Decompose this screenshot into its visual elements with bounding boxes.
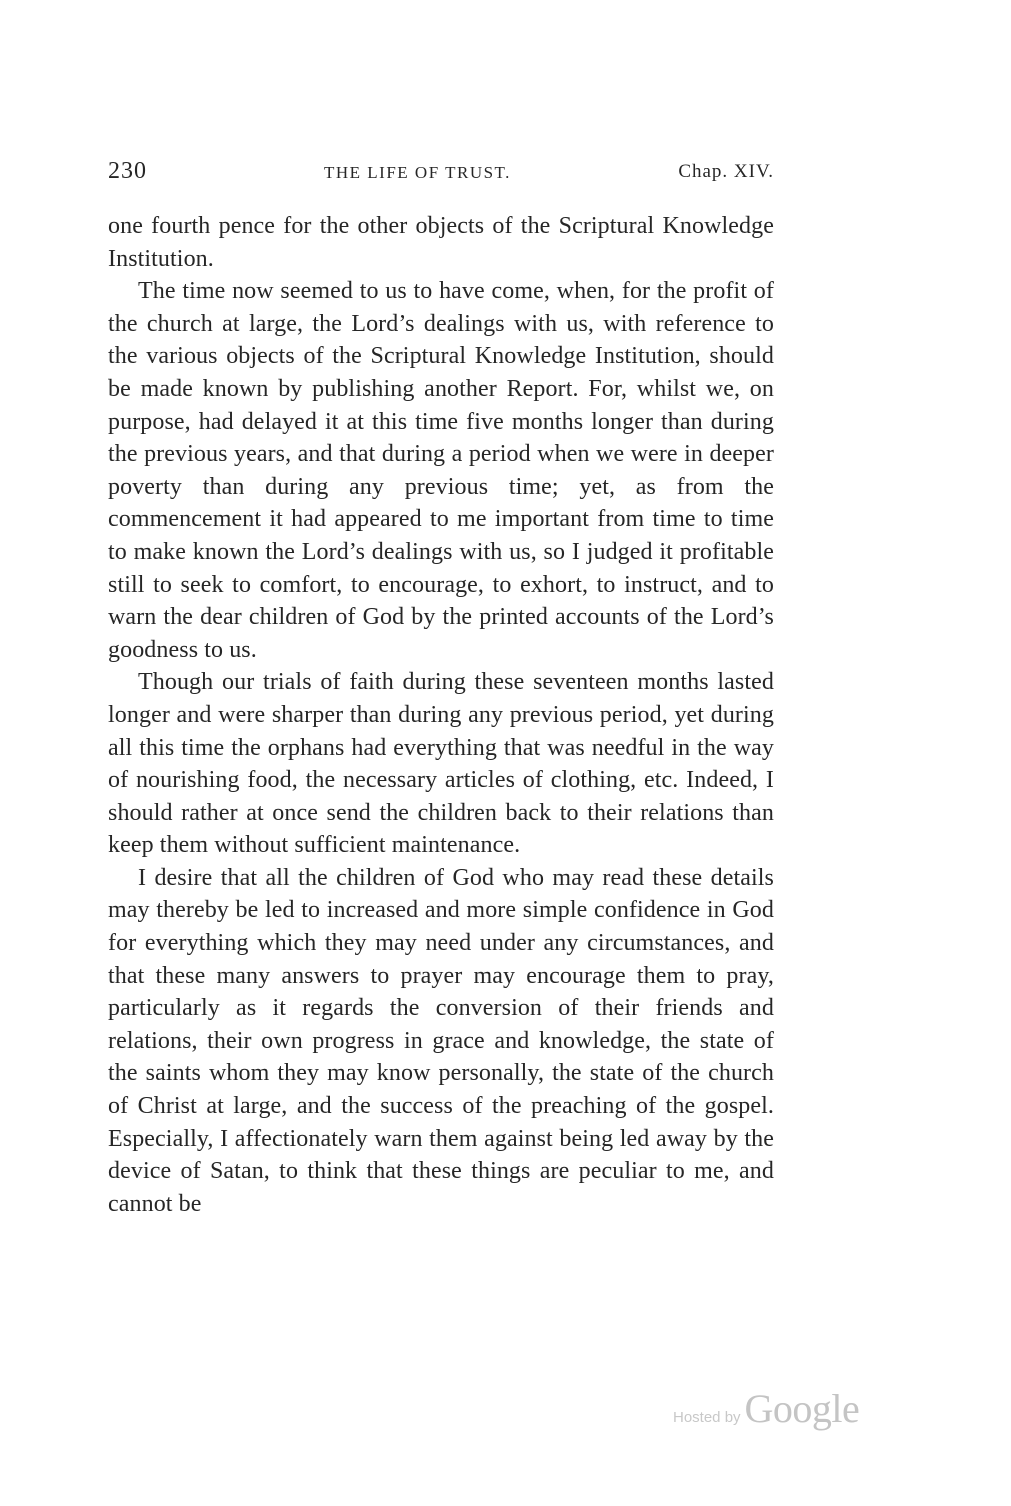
paragraph-continued: one fourth pence for the other objects of the Scriptural Knowledge Institution. [108,213,774,272]
google-logo: Google [744,1386,860,1431]
running-title: THE LIFE OF TRUST. [324,163,511,182]
paragraph: I desire that all the children of God who may read these details may thereby be led to increased and more simple confidence in God for everything which they may need under any circumstances, and that these many answers to prayer may encourage them to pray, particularly as it regards the conversion of their friends and relations, their own progress in grace and knowledge, the state of the saints whom they may know personally, the state of the church of Christ at large, and the success of the preaching of the gospel. Especially, I affectionately warn them against being led away by the device of Satan, to think that these things are peculiar to me, and cannot be [108,864,774,1217]
paragraph: The time now seemed to us to have come, when, for the profit of the church at large, the Lord’s dealings with us, with reference to the various objects of the Scriptural Knowledge Institution, should be made known by publishing another Report. For, whilst we, on purpose, had delayed it at this time five months longer than during the previous years, and that during a period when we were in deeper poverty than during any previous time; yet, as from the commencement it had appeared to me important from time to time to make known the Lord’s dealings with us, so I judged it profitable still to seek to comfort, to encourage, to exhort, to instruct, and to warn the dear children of God by the printed accounts of the Lord’s goodness to us. [108,278,774,663]
hosted-by-label: Hosted by [673,1409,741,1426]
chapter-label: Chap. XIV. [678,161,774,182]
page-header [108,158,774,188]
page-number: 230 [108,158,147,184]
google-watermark [673,1385,859,1435]
paragraph: Though our trials of faith during these seventeen months lasted longer and were sharper than during any previous period, yet during all this time the orphans had everything that was needful in the way of nourishing food, the necessary articles of clothing, etc. Indeed, I should rather at once send the children back to their relations than keep them without sufficient maintenance. [108,669,774,859]
body-text [108,210,774,1220]
